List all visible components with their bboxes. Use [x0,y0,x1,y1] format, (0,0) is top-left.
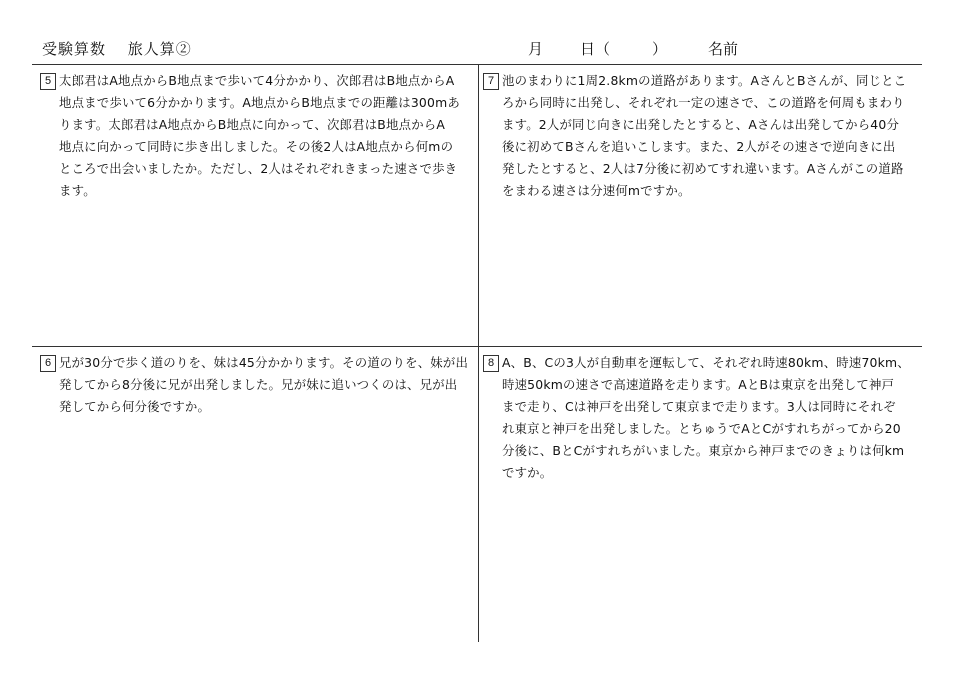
problem-6 [40,352,476,418]
problem-line: 発したとすると、2人は7分後に初めてすれ違います。Aさんがこの道路 [502,161,904,176]
problem-text [59,70,476,202]
problem-number-box: 8 [483,355,499,372]
problem-line: 兄が30分で歩く道のりを、妹は45分かかります。その道のりを、妹が出 [59,355,469,370]
problem-line: 地点に向かって同時に歩き出しました。その後2人はA地点から何mの [59,139,454,154]
problem-line: ります。太郎君はA地点からB地点に向かって、次郎君はB地点からA [59,117,446,132]
problem-line: ところで出会いましたか。ただし、2人はそれぞれきまった速さで歩き [59,161,458,176]
problem-line: 分後に、BとCがすれちがいました。東京から神戸までのきょりは何km [502,443,905,458]
subject-title: 受験算数 [42,40,107,58]
problem-5 [40,70,476,202]
problem-line: まで走り、Cは神戸を出発して東京まで走ります。3人は同時にそれぞ [502,399,896,414]
problem-line: ろから同時に出発し、それぞれ一定の速さで、この道路を何周もまわり [502,95,905,110]
day-paren-close: ） [652,40,668,58]
problem-line: れ東京と神戸を出発しました。とちゅうでAとCがすれちがってから20 [502,421,901,436]
middle-rule [32,346,922,347]
problem-line: ます。2人が同じ向きに出発したとすると、Aさんは出発してから40分 [502,117,900,132]
problem-line: A、B、Cの3人が自動車を運転して、それぞれ時速80km、時速70km、 [502,355,910,370]
problem-line: をまわる速さは分速何mですか。 [502,183,691,198]
problem-text [502,352,923,484]
problem-text [502,70,923,202]
day-label: 日（ [580,40,611,58]
problem-line: 太郎君はA地点からB地点まで歩いて4分かかり、次郎君はB地点からA [59,73,455,88]
problem-number-box: 5 [40,73,56,90]
problem-line: 発してから何分後ですか。 [59,399,211,414]
month-label: 月 [528,40,544,58]
problem-number-box: 6 [40,355,56,372]
problem-8 [483,352,923,484]
problem-7 [483,70,923,202]
topic-title: 旅人算② [127,40,192,58]
problem-text [59,352,476,418]
problem-line: 地点まで歩いて6分かかります。A地点からB地点までの距離は300mあ [59,95,460,110]
vertical-rule [478,64,479,642]
name-label: 名前 [708,40,739,58]
problem-line: 時速50kmの速さで高速道路を走ります。AとBは東京を出発して神戸 [502,377,895,392]
problem-line: ます。 [59,183,96,198]
top-rule [32,64,922,65]
problem-line: ですか。 [502,465,553,480]
problem-line: 後に初めてBさんを追いこします。また、2人がその速さで逆向きに出 [502,139,896,154]
problem-line: 池のまわりに1周2.8kmの道路があります。AさんとBさんが、同じとこ [502,73,907,88]
worksheet-header-left [42,38,208,59]
problem-number-box: 7 [483,73,499,90]
problem-line: 発してから8分後に兄が出発しました。兄が妹に追いつくのは、兄が出 [59,377,458,392]
